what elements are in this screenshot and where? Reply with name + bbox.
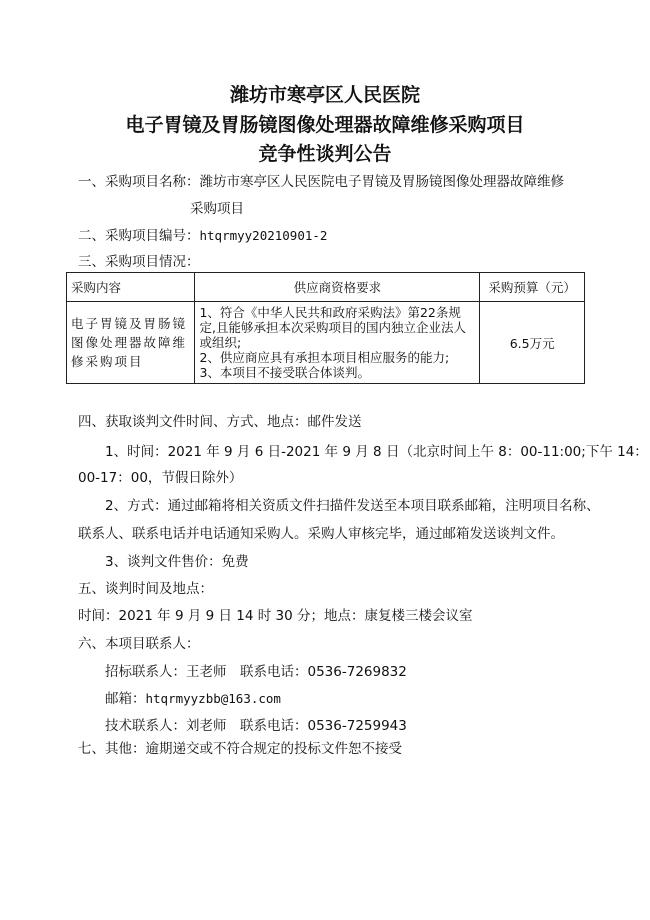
email-label: 邮箱： bbox=[105, 691, 146, 707]
section2-label: 二、采购项目编号： bbox=[78, 228, 200, 244]
procurement-table bbox=[66, 272, 585, 384]
title-announcement: 竞争性谈判公告 bbox=[258, 143, 392, 165]
title-hospital: 潍坊市寒亭区人民医院 bbox=[229, 84, 420, 106]
contact-technical: 技术联系人：刘老师 联系电话：0536-7259943 bbox=[105, 718, 407, 734]
requirement-3: 3、本项目不接受联合体谈判。 bbox=[199, 365, 370, 380]
section4-item3: 3、谈判文件售价：免费 bbox=[105, 554, 249, 570]
email-address: htqrmyyzbb@163.com bbox=[145, 691, 281, 706]
section1-value-cont: 采购项目 bbox=[190, 201, 244, 217]
cell-budget: 6.5万元 bbox=[480, 302, 585, 384]
header-requirements: 供应商资格要求 bbox=[195, 273, 480, 302]
requirement-2: 2、供应商应具有承担本项目相应服务的能力; bbox=[199, 350, 450, 365]
table-row bbox=[67, 302, 585, 384]
section4-item1: 1、时间：2021 年 9 月 6 日-2021 年 9 月 8 日（北京时间上午 8：00-11:00;下午 14： bbox=[105, 444, 648, 460]
section4-item2: 2、方式：通过邮箱将相关资质文件扫描件发送至本项目联系邮箱，注明项目名称、 bbox=[105, 498, 600, 514]
section5-value: 时间：2021 年 9 月 9 日 14 时 30 分；地点：康复楼三楼会议室 bbox=[78, 608, 473, 624]
section3-label: 三、采购项目情况： bbox=[78, 254, 200, 270]
header-content: 采购内容 bbox=[67, 273, 195, 302]
section2-line bbox=[78, 224, 327, 244]
cell-requirements bbox=[195, 302, 480, 384]
contact-email-line bbox=[105, 687, 281, 707]
cell-content: 电子胃镜及胃肠镜图像处理器故障维修采购项目 bbox=[67, 302, 195, 384]
section4-item1-cont: 00-17：00，节假日除外） bbox=[78, 470, 243, 486]
section7-text: 七、其他：逾期递交或不符合规定的投标文件恕不接受 bbox=[78, 741, 402, 757]
project-number: htqrmyy20210901-2 bbox=[199, 228, 328, 243]
requirement-1: 1、符合《中华人民共和政府采购法》第22条规定,且能够承担本次采购项目的国内独立企业法人或组织; bbox=[199, 305, 466, 350]
section4-item2-cont: 联系人、联系电话并电话通知采购人。采购人审核完毕，通过邮箱发送谈判文件。 bbox=[78, 526, 564, 542]
section6-label: 六、本项目联系人： bbox=[78, 636, 200, 652]
table-header-row bbox=[67, 273, 585, 302]
section1-label: 一、采购项目名称： bbox=[78, 174, 200, 190]
section1-line bbox=[78, 170, 564, 190]
header-budget: 采购预算（元） bbox=[480, 273, 585, 302]
section1-value: 潍坊市寒亭区人民医院电子胃镜及胃肠镜图像处理器故障维修 bbox=[199, 174, 564, 190]
title-project: 电子胃镜及胃肠镜图像处理器故障维修采购项目 bbox=[125, 114, 525, 136]
contact-bidding: 招标联系人：王老师 联系电话：0536-7269832 bbox=[105, 664, 407, 680]
section5-label: 五、谈判时间及地点： bbox=[78, 581, 213, 597]
section4-label: 四、获取谈判文件时间、方式、地点：邮件发送 bbox=[78, 414, 362, 430]
